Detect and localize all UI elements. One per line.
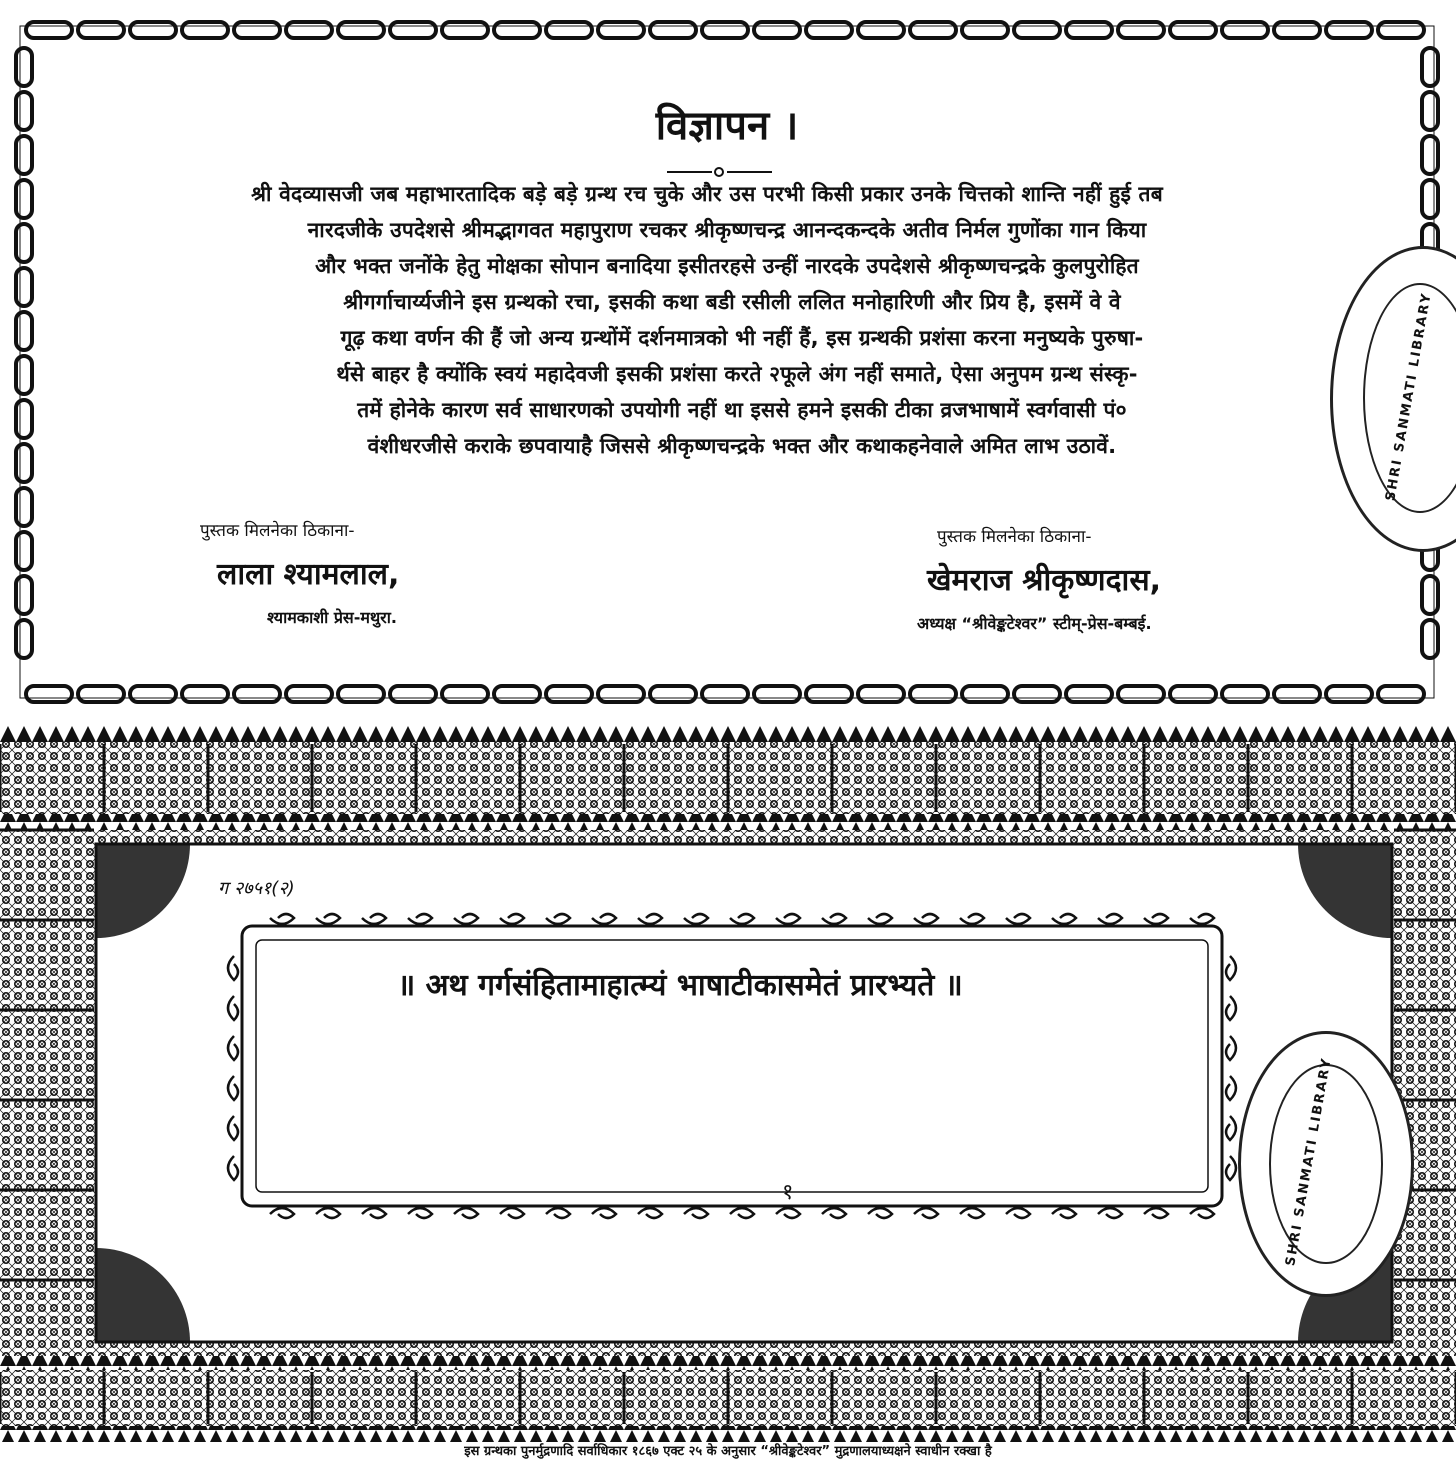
left-address-label: पुस्तक मिलनेका ठिकाना- [200,521,355,541]
right-address-name: खेमराज श्रीकृष्णदास, [927,563,1162,598]
left-address-press: श्यामकाशी प्रेस-मथुरा. [267,608,397,627]
left-address-name: लाला श्यामलाल, [217,557,400,592]
body-line: श्री वेदव्यासजी जब महाभारतादिक बड़े बड़े ग्रन्थ रच चुके और उस परभी किसी प्रकार उनके चित्तको शान्ति नहीं हुई तब [251,182,1163,206]
stamp-text: SHRI SANMATI LIBRARY [1383,290,1435,503]
right-address-label: पुस्तक मिलनेका ठिकाना- [937,527,1092,547]
body-line: वंशीधरजीसे कराके छपवायाहै जिससे श्रीकृष्णचन्द्रके भक्त और कथाकहनेवाले अमित लाभ उठावें. [367,434,1117,458]
body-line: र्थसे बाहर है क्योंकि स्वयं महादेवजी इसकी प्रशंसा करते २फूले अंग नहीं समाते, ऐसा अनुपम ग्रन्थ संस्कृ- [336,362,1138,386]
library-stamp [1238,1031,1414,1297]
book-title-heading: ॥ अथ गर्गसंहितामाहात्म्यं भाषाटीकासमेतं प्रारभ्यते ॥ [397,968,963,1003]
right-address-press: अध्यक्ष “श्रीवेङ्कटेश्वर” स्टीम्-प्रेस-बम्बई. [917,614,1152,633]
shelf-mark: ग २७५१(२) [218,878,295,899]
ornamental-frame [0,726,1456,1442]
body-line: श्रीगर्गाचार्य्यजीने इस ग्रन्थको रचा, इसकी कथा बडी रसीली ललित मनोहारिणी और प्रिय है, इसमें वे वे [343,290,1121,314]
title-page-panel [0,726,1456,1442]
body-line: और भक्त जनोंके हेतु मोक्षका सोपान बनादिया इसीतरहसे उन्हीं नारदके उपदेशसे श्रीकृष्णचन्द्रके कुलपुरोहित [315,254,1139,278]
body-line: तमें होनेके कारण सर्व साधारणको उपयोगी नहीं था इससे हमने इसकी टीका व्रजभाषामें स्वर्गवासी पं० [357,398,1127,422]
page-number: १ [782,1180,794,1205]
title-divider-ornament [667,166,772,178]
body-line: नारदजीके उपदेशसे श्रीमद्भागवत महापुराण रचकर श्रीकृष्णचन्द्र आनन्दकन्दके अतीव निर्मल गुणोंका गान किया [307,218,1147,242]
advertisement-title: विज्ञापन । [655,102,799,149]
stamp-text: SHRI SANMATI LIBRARY [1283,1055,1335,1268]
advertisement-panel [12,18,1442,706]
body-line: गूढ़ कथा वर्णन की हैं जो अन्य ग्रन्थोंमें दर्शनमात्रको भी नहीं हैं, इस ग्रन्थकी प्रशंसा करना मनुष्यके पुरुषा- [340,326,1144,350]
copyright-imprint: इस ग्रन्थका पुनर्मुद्रणादि सर्वाधिकार १८६७ एक्ट २५ के अनुसार “श्रीवेङ्कटेश्वर” मुद्रणालयाध्यक्षने स्वाधीन रक्खा है [464,1444,992,1459]
